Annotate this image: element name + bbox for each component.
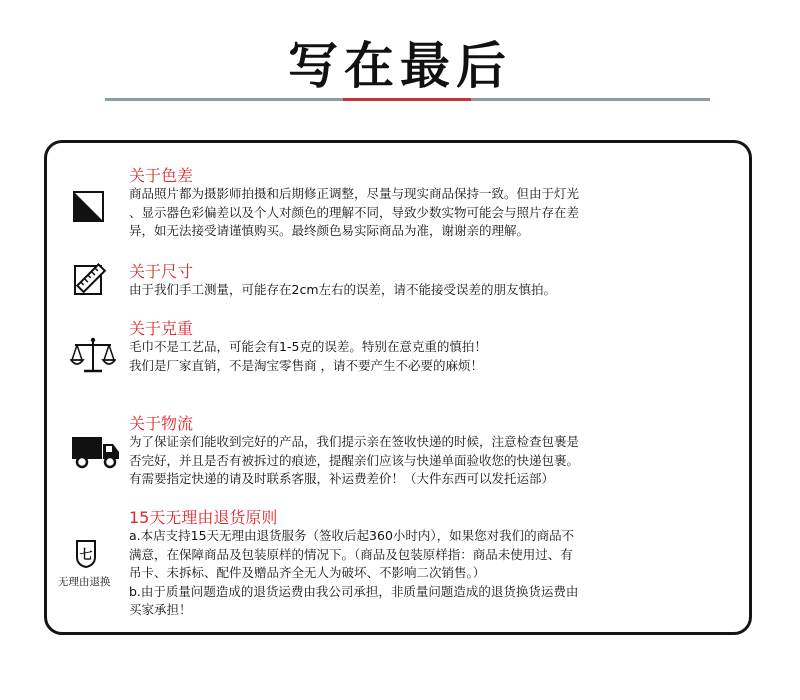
balance-scale-icon — [70, 336, 116, 376]
return-shield-icon — [74, 539, 98, 569]
page-title: 写在最后 — [288, 37, 512, 95]
section-line: 满意，在保障商品及包装原样的情况下。（商品及包装原样指：商品未使用过、有 — [129, 546, 573, 562]
section-line: 、显示器色彩偏差以及个人对颜色的理解不同，导致少数实物可能会与照片存在差 — [129, 204, 580, 220]
title-underline-accent — [343, 98, 471, 101]
section-heading: 关于色差 — [129, 166, 194, 185]
section-line: 否完好，并且是否有被拆过的痕迹，提醒亲们应该与快递单面验收您的快递包裹。 — [129, 452, 580, 468]
section-line: a.本店支持15天无理由退货服务（签收后起360小时内），如果您对我们的商品不 — [129, 528, 575, 543]
color-difference-icon — [73, 191, 104, 222]
section-return-policy — [129, 508, 578, 620]
section-line: 我们是厂家直销，不是淘宝零售商 ，请不要产生不必要的麻烦！ — [129, 357, 483, 373]
section-heading: 关于尺寸 — [129, 262, 194, 281]
section-color-difference — [129, 166, 579, 241]
section-line: 商品照片都为摄影师拍摄和后期修正调整，尽量与现实商品保持一致。但由于灯光 — [129, 186, 580, 201]
section-heading: 15天无理由退货原则 — [129, 508, 278, 527]
section-size — [129, 262, 556, 300]
section-heading: 关于物流 — [129, 414, 194, 433]
ruler-edit-icon — [73, 262, 107, 298]
section-line: 买家承担！ — [129, 602, 192, 617]
section-line: b.由于质量问题造成的退货运费由我公司承担，非质量问题造成的退货换货运费由 — [129, 583, 579, 599]
section-line: 有需要指定快递的请及时联系客服，补运费差价！（大件东西可以发托运部） — [129, 471, 555, 486]
return-badge-label: 无理由退换 — [58, 576, 111, 588]
delivery-truck-icon — [71, 435, 121, 469]
section-line: 毛巾不是工艺品，可能会有1-5克的误差。特别在意克重的慎拍！ — [129, 339, 487, 354]
section-heading: 关于克重 — [129, 319, 194, 338]
section-line: 为了保证亲们能收到完好的产品，我们提示亲在签收快递的时候，注意检查包裹是 — [129, 434, 580, 449]
section-line: 由于我们手工测量，可能存在2cm左右的误差，请不能接受误差的朋友慎拍。 — [129, 282, 557, 297]
section-weight — [129, 319, 487, 375]
return-badge-glyph: 七 — [79, 548, 93, 563]
section-logistics — [129, 414, 579, 489]
section-line: 异，如无法接受请谨慎购买。最终颜色易实际商品为准，谢谢亲的理解。 — [129, 223, 530, 238]
section-line: 吊卡、未拆标、配件及赠品齐全无人为破坏、不影响二次销售。） — [129, 565, 486, 580]
